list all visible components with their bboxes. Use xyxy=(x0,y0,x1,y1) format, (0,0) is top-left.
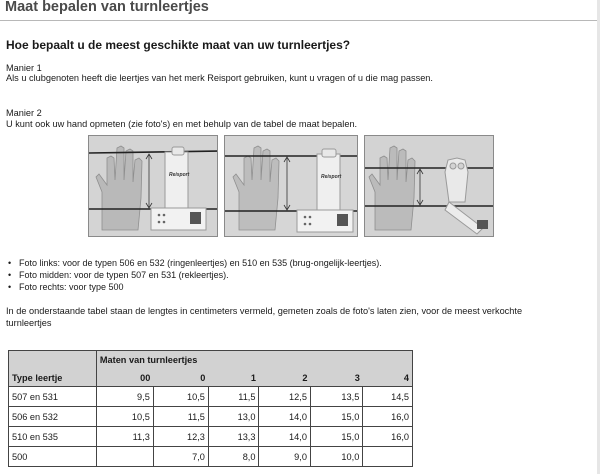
hand-measure-illustration-right xyxy=(365,136,494,237)
type-cell: 506 en 532 xyxy=(9,407,97,427)
size-header: 1 xyxy=(208,369,259,387)
value-cell: 11,5 xyxy=(153,407,208,427)
value-cell: 11,3 xyxy=(96,427,153,447)
value-cell xyxy=(363,447,413,467)
table-intro-line2: turnleertjes xyxy=(6,318,52,328)
value-cell: 8,0 xyxy=(208,447,259,467)
bullet-text: Foto links: voor de typen 506 en 532 (ringenleertjes) en 510 en 535 (brug-ongelijk-leertjes). xyxy=(19,258,382,268)
table-row xyxy=(9,427,413,447)
value-cell: 15,0 xyxy=(310,427,362,447)
hand-measure-illustration-middle xyxy=(225,136,358,237)
type-cell: 500 xyxy=(9,447,97,467)
table-row xyxy=(9,447,413,467)
value-cell: 14,5 xyxy=(363,387,413,407)
photo-right-hand-measurement xyxy=(364,135,494,237)
list-item: • Foto rechts: voor type 500 xyxy=(8,282,124,292)
value-cell: 9,0 xyxy=(259,447,310,467)
manier2-heading: Manier 2 xyxy=(6,108,42,118)
value-cell: 13,3 xyxy=(208,427,259,447)
section-question: Hoe bepaalt u de meest geschikte maat van uw turnleertjes? xyxy=(6,38,351,52)
size-header: 3 xyxy=(310,369,362,387)
size-table xyxy=(8,350,413,467)
size-header: 4 xyxy=(363,369,413,387)
photo-bullet-list xyxy=(8,257,382,293)
list-item: • Foto midden: voor de typen 507 en 531 (rekleertjes). xyxy=(8,270,229,280)
size-header: 00 xyxy=(96,369,153,387)
table-type-header: Type leertje xyxy=(9,369,97,387)
value-cell: 10,5 xyxy=(96,407,153,427)
value-cell: 11,5 xyxy=(208,387,259,407)
table-group-header: Maten van turnleertjes xyxy=(96,351,412,370)
list-item: • Foto links: voor de typen 506 en 532 (ringenleertjes) en 510 en 535 (brug-ongelijk-leertjes). xyxy=(8,258,382,268)
value-cell: 13,5 xyxy=(310,387,362,407)
photo-left-hand-measurement xyxy=(88,135,218,237)
value-cell: 12,5 xyxy=(259,387,310,407)
value-cell: 10,5 xyxy=(153,387,208,407)
value-cell: 15,0 xyxy=(310,407,362,427)
table-intro-line1: In de onderstaande tabel staan de lengtes in centimeters vermeld, gemeten zoals de foto's laten zien, voor de meest verkochte xyxy=(6,306,523,316)
value-cell: 14,0 xyxy=(259,427,310,447)
value-cell: 12,3 xyxy=(153,427,208,447)
value-cell: 13,0 xyxy=(208,407,259,427)
value-cell: 14,0 xyxy=(259,407,310,427)
svg-text:Reisport: Reisport xyxy=(321,174,342,180)
table-header-empty xyxy=(9,351,97,370)
type-cell: 510 en 535 xyxy=(9,427,97,447)
value-cell xyxy=(96,447,153,467)
manier2-text: U kunt ook uw hand opmeten (zie foto's) en met behulp van de tabel de maat bepalen. xyxy=(6,119,358,129)
table-row xyxy=(9,407,413,427)
table-row xyxy=(9,387,413,407)
value-cell: 16,0 xyxy=(363,427,413,447)
value-cell: 16,0 xyxy=(363,407,413,427)
table-header-row-group xyxy=(9,351,413,370)
photo-middle-hand-measurement xyxy=(224,135,358,237)
type-cell: 507 en 531 xyxy=(9,387,97,407)
bullet-text: Foto rechts: voor type 500 xyxy=(19,282,124,292)
size-header: 2 xyxy=(259,369,310,387)
value-cell: 10,0 xyxy=(310,447,362,467)
page-title: Maat bepalen van turnleertjes xyxy=(5,0,209,15)
title-divider xyxy=(0,20,600,21)
manier1-text: Als u clubgenoten heeft die leertjes van het merk Reisport gebruiken, kunt u vragen of u die mag passen. xyxy=(6,73,433,83)
hand-measure-illustration-left xyxy=(89,136,218,237)
bullet-text: Foto midden: voor de typen 507 en 531 (rekleertjes). xyxy=(19,270,229,280)
manier1-heading: Manier 1 xyxy=(6,63,42,73)
value-cell: 7,0 xyxy=(153,447,208,467)
table-header-row xyxy=(9,369,413,387)
value-cell: 9,5 xyxy=(96,387,153,407)
size-header: 0 xyxy=(153,369,208,387)
svg-text:Reisport: Reisport xyxy=(169,172,190,178)
